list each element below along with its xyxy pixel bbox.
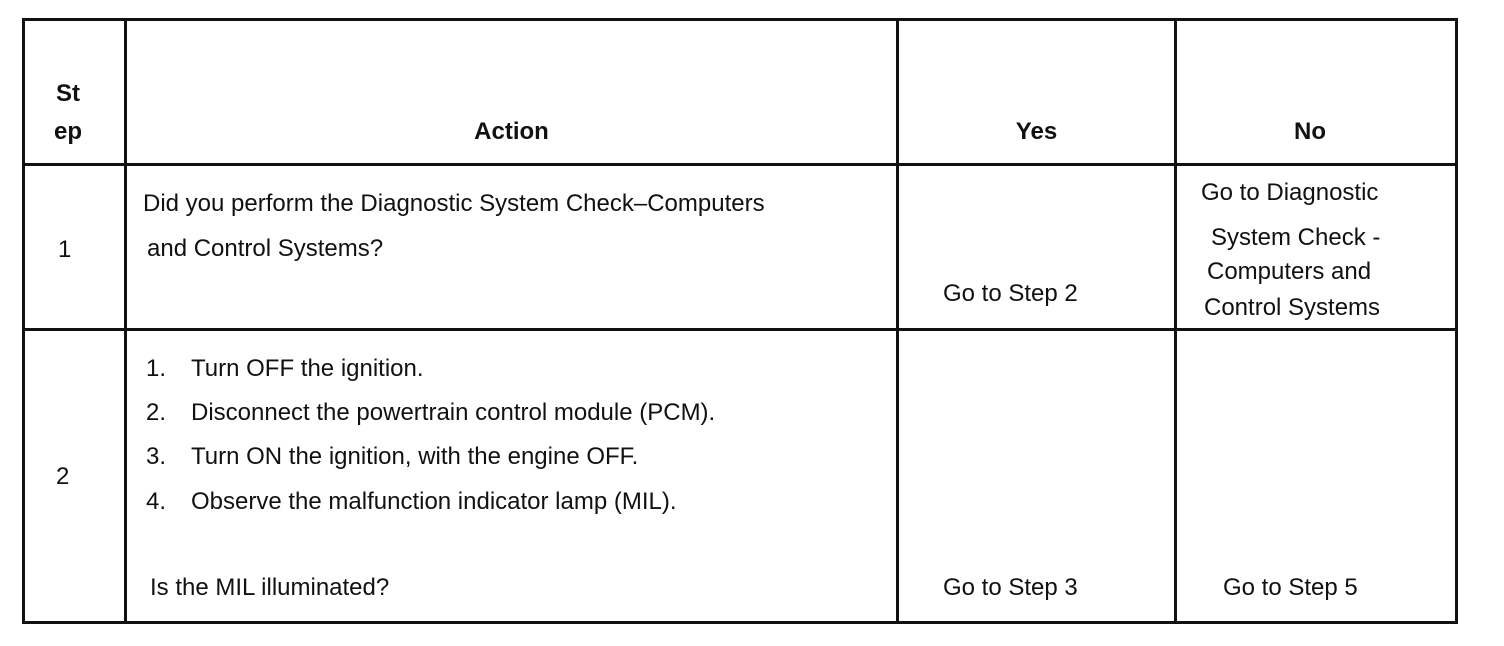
item-number: 1. [146,355,167,382]
row2-action-item-4 [146,488,677,516]
row2-action-item-3 [146,443,638,471]
row1-no-line2: System Check - [1211,224,1381,251]
row1-no-line1: Go to Diagnostic [1201,179,1379,206]
row2-yes: Go to Step 3 [943,574,1078,601]
row1-yes: Go to Step 2 [943,280,1078,307]
row-divider-header [22,163,1458,166]
column-divider-step-action [124,18,127,624]
row2-action-item-2 [146,399,715,427]
row1-action-line2: and Control Systems? [147,235,384,262]
header-step-line2: ep [53,118,82,145]
header-step-line1: St [56,80,80,107]
item-text: Turn OFF the ignition. [191,355,424,382]
item-number: 2. [146,399,167,426]
row2-no: Go to Step 5 [1223,574,1358,601]
row-divider-row1 [22,328,1458,331]
item-text: Disconnect the powertrain control module (PCM). [191,399,716,426]
row1-no-line4: Control Systems [1204,294,1381,321]
column-divider-action-yes [896,18,899,624]
row1-step-number: 1 [58,236,72,263]
column-divider-yes-no [1174,18,1177,624]
item-text: Turn ON the ignition, with the engine OFF. [191,443,639,470]
row1-action-line1: Did you perform the Diagnostic System Check–Computers [143,190,765,217]
item-text: Observe the malfunction indicator lamp (MIL). [191,488,677,515]
item-number: 4. [146,488,167,515]
row2-action-item-1 [146,355,424,383]
row2-question: Is the MIL illuminated? [150,574,390,601]
row1-no-line3: Computers and [1207,258,1372,285]
row2-step-number: 2 [56,463,70,490]
item-number: 3. [146,443,167,470]
header-no: No [1294,118,1326,145]
header-action: Action [474,118,549,145]
header-yes: Yes [1015,118,1058,145]
